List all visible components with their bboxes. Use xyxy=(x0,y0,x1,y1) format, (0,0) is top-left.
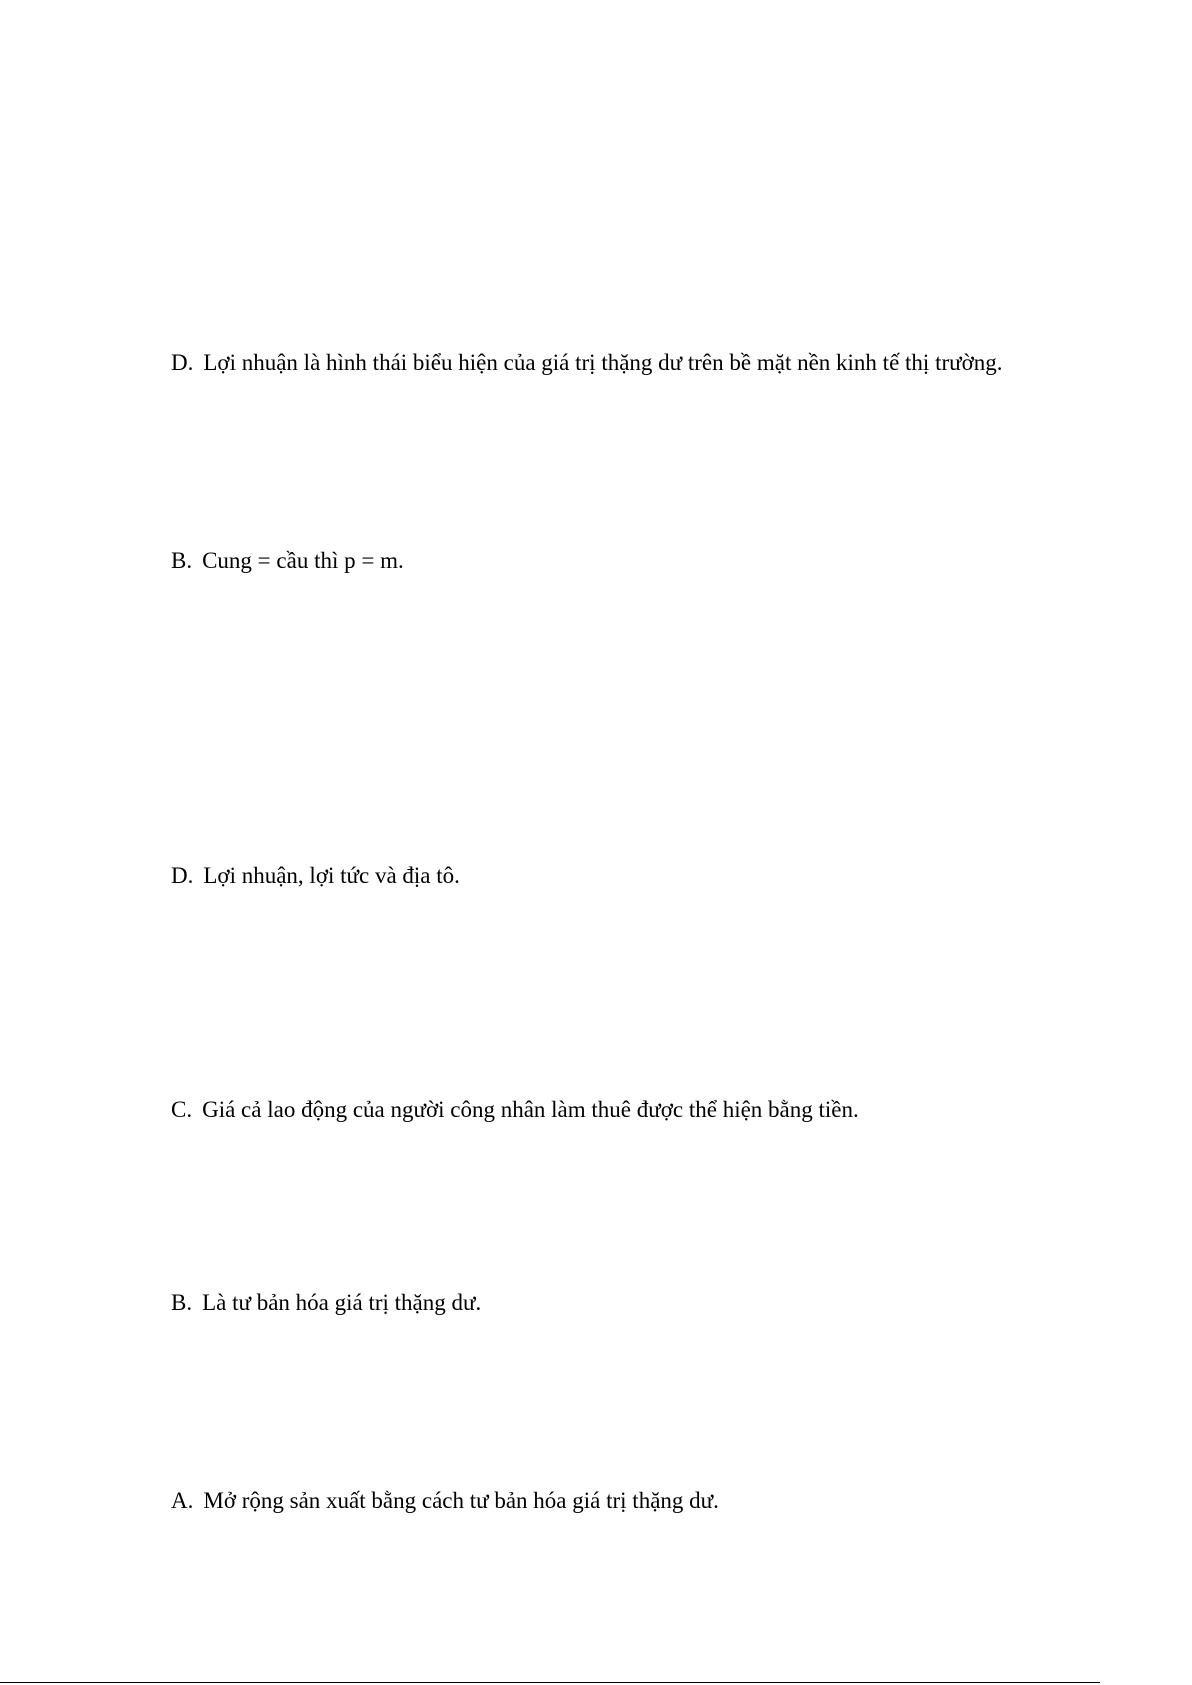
answer-letter: A. xyxy=(171,1488,194,1513)
answer-letter: B. xyxy=(171,548,193,573)
answer-letter: B. xyxy=(171,1290,193,1315)
answer-text: Lợi nhuận, lợi tức và địa tô. xyxy=(203,863,460,888)
answer-text: Là tư bản hóa giá trị thặng dư. xyxy=(202,1290,482,1315)
answer-item xyxy=(171,1481,1086,1521)
footer-divider xyxy=(0,1682,1100,1683)
answer-item xyxy=(171,1090,1086,1130)
answer-text: Lợi nhuận là hình thái biểu hiện của giá trị thặng dư trên bề mặt nền kinh tế thị trường. xyxy=(203,350,1003,375)
answer-text: Mở rộng sản xuất bằng cách tư bản hóa giá trị thặng dư. xyxy=(203,1488,719,1513)
answer-letter: D. xyxy=(171,350,194,375)
answer-item xyxy=(171,541,1086,581)
answer-letter: C. xyxy=(171,1097,193,1122)
answer-item xyxy=(171,856,1086,896)
answer-text: Cung = cầu thì p = m. xyxy=(202,548,404,573)
answer-item xyxy=(171,1283,1086,1323)
answer-letter: D. xyxy=(171,863,194,888)
answer-item xyxy=(171,343,1086,383)
answer-text: Giá cả lao động của người công nhân làm thuê được thể hiện bằng tiền. xyxy=(202,1097,859,1122)
